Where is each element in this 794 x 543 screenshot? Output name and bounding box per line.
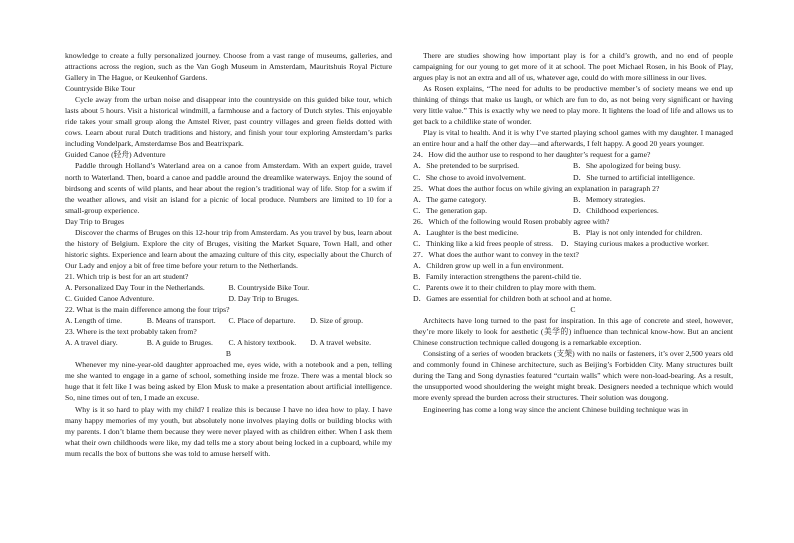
option-23b: B. A guide to Bruges. [146,338,213,348]
option-23a: A. A travel diary. [65,338,118,348]
question-25-options-cd [413,205,733,216]
option-27d: D．Games are essential for children both at school and at home. [413,294,612,304]
option-24b: B．She apologized for being busy. [573,161,681,171]
option-26a: A．Laughter is the best medicine. [413,227,519,237]
passage-b-p5: Play is vital to health. And it is why I’ve started playing school games with my daughter. I managed an entire hour and a half the other day—and afterwards, I felt happy. A good 20 years younger. [413,128,733,149]
section-c-heading: C [570,305,576,315]
option-23d: D. A travel website. [310,338,372,348]
option-25a: A．The game category. [413,194,487,204]
option-24c: C．She chose to avoid involvement. [413,172,526,182]
question-23-options [65,337,392,348]
question-25: 25．What does the author focus on while giving an explanation in paragraph 2? [413,183,660,193]
passage-c-p2: Consisting of a series of wooden brackets (支架) with no nails or fasteners, it’s over 2,500 years old and commonly found in Chinese architecture, such as Beijing’s Forbidden City. Many structures built during the Tang and Song dynasties featured “curtain walls” which were non-load-bearing. As a result, the unsupported wood shouldering the weight might break. Designers needed a technique which would more evenly spread the burden across their structures. Their solution was dougong. [413,349,733,403]
option-27b: B．Family interaction strengthens the parent-child tie. [413,271,582,281]
passage-b-p1: Whenever my nine-year-old daughter approached me, eyes wide, with a notebook and a pen, telling me she wanted to engage in a game of school, something inside me froze. There was a mental block so huge that it felt like I was being asked by Elon Musk to make a presentation about artificial intelligence. So, nine times out of ten, I made an excuse. [65,360,392,403]
question-23: 23. Where is the text probably taken from? [65,327,197,337]
question-24-options-cd [413,172,733,183]
option-22d: D. Size of group. [310,316,363,326]
question-21-options-cd [65,293,392,304]
option-22c: C. Place of departure. [228,316,296,326]
heading-canoe: Guided Canoe (轻舟) Adventure [65,150,166,160]
option-22a: A. Length of time. [65,316,123,326]
question-26-options-ab [413,227,733,238]
option-26b: B．Play is not only intended for children. [573,227,703,237]
heading-bike-tour: Countryside Bike Tour [65,84,136,94]
passage-b-p2: Why is it so hard to play with my child? I realize this is because I have no idea how to play. I have many happy memories of my youth, but absolutely none involves playing dolls or building blocks with my parents. I don’t blame them because they were never played with as children either. When I ask them what their own childhoods were like, my dad tells me a story about being locked in a cupboard, while my mum recalls the box of buttons she was told to amuse herself with. [65,404,392,458]
passage-c-p3: Engineering has come a long way since the ancient Chinese building technique was in [423,404,688,414]
heading-bruges: Day Trip to Bruges [65,216,125,226]
question-22-options [65,315,392,326]
passage-a-bruges: Discover the charms of Bruges on this 12-hour trip from Amsterdam. As you travel by bus, learn about the history of Belgium. Explore the city of Bruges, visiting the Market Square, Town Hall, and other historic sights. Experience and learn about the amazing culture of this city, especially about the Church of Our Lady and enjoy a bit of free time before your return to the Netherlands. [65,227,392,270]
right-column [413,50,733,415]
passage-a-intro: knowledge to create a fully personalized journey. Choose from a vast range of museums, galleries, and attractions across the region, such as the Van Gogh Museum in Amsterdam, Mauritshuis Royal Picture Gallery in The Hague, or Keukenhof Gardens. [65,51,392,83]
question-24-options-ab [413,160,733,171]
option-24a: A．She pretended to be surprised. [413,161,520,171]
question-25-options-ab [413,194,733,205]
option-23c: C. A history textbook. [228,338,297,348]
option-21a: A. Personalized Day Tour in the Netherlands. [65,282,205,292]
passage-c-p1: Architects have long turned to the past for inspiration. In this age of concrete and steel, however, they’re more likely to look for aesthetic (美学的) influence than technical know-how. But an ancient Chinese construction technique called dougong is a remarkable exception. [413,316,733,348]
section-b-heading: B [225,349,232,359]
passage-a-bike: Cycle away from the urban noise and disappear into the countryside on this guided bike tour, which lasts about 5 hours. Visit a historical windmill, a farmhouse and a factory of Dutch styles. This enjoyable ride takes your small group along the Amstel River, past country villages and green fields dotted with cows. Learn about rural Dutch traditions and history, and finish your tour exploring Amsterdam’s parks including Vondelpark, Amsterdamse Bos and Beatrixpark. [65,95,392,149]
option-25c: C．The generation gap. [413,205,488,215]
question-21: 21. Which trip is best for an art student? [65,271,189,281]
option-22b: B. Means of transport. [146,316,216,326]
option-21c: C. Guided Canoe Adventure. [65,294,155,304]
left-column [65,50,392,459]
option-24d: D．She turned to artificial intelligence. [573,172,695,182]
option-27a: A．Children grow up well in a fun environment. [413,260,564,270]
question-26: 26．Which of the following would Rosen probably agree with? [413,216,610,226]
question-27: 27．What does the author want to convey in the text? [413,249,579,259]
question-22: 22. What is the main difference among the four trips? [65,305,230,315]
option-21b: B. Countryside Bike Tour. [228,282,310,292]
question-24: 24．How did the author use to respond to her daughter’s request for a game? [413,150,651,160]
option-21d: D. Day Trip to Bruges. [228,294,299,304]
option-26cd: C．Thinking like a kid frees people of stress. D．Staying curious makes a productive worker. [413,238,709,248]
question-21-options-ab [65,282,392,293]
option-25d: D．Childhood experiences. [573,205,659,215]
passage-b-p3: There are studies showing how important play is for a child’s growth, and no end of people campaigning for our young to get more of it at school. The poet Michael Rosen, in his Book of Play, argues play is not an extra and all of us, whatever age, could do with more silliness in our lives. [413,51,733,83]
passage-a-canoe: Paddle through Holland’s Waterland area on a canoe from Amsterdam. With an expert guide, travel north to Waterland. Then, board a canoe and paddle around the dreamlike waterways. Enjoy the sound of birdsong and scents of wild plants, and hear about the region’s traditional way of life. Stop for a swim if the weather allows, and visit an island for a picnic of local produce. Numbers are limited to 10 for a small-group experience. [65,161,392,215]
option-25b: B．Memory strategies. [573,194,646,204]
passage-b-p4: As Rosen explains, “The need for adults to be productive member’s of society means we end up thinking of things that make us laugh, or which are fun to do, as not being very significant or having very little value.” This is exactly why we need to play more. It lightens the load of life and allows us to get back to a childlike state of wonder. [413,84,733,127]
option-27c: C．Parents owe it to their children to play more with them. [413,282,596,292]
